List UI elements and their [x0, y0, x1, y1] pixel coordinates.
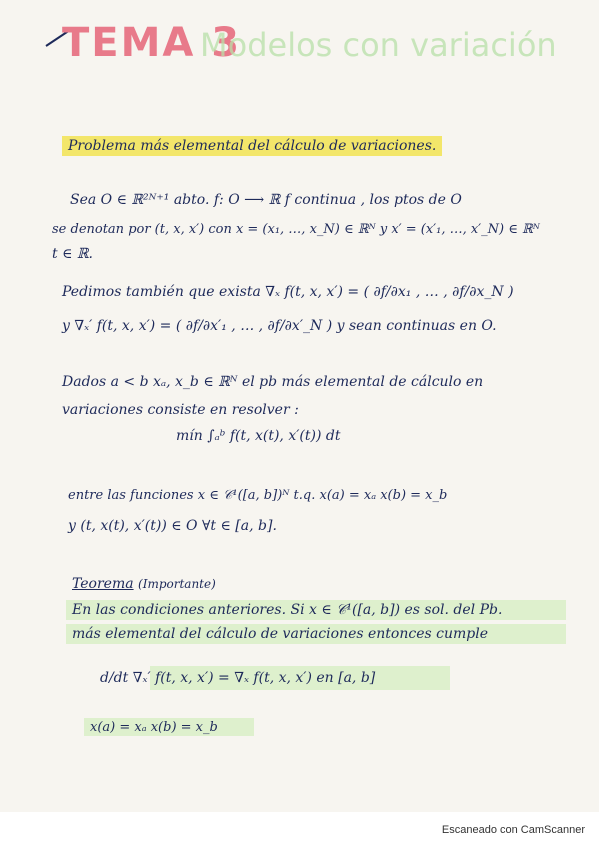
theorem-note: (Importante) [138, 577, 216, 591]
theorem-line-2: más elemental del cálculo de variaciones entonces cumple [72, 626, 488, 642]
paragraph-1-line-2: se denotan por (t, x, x′) con x = (x₁, …, x_N) ∈ ℝᴺ y x′ = (x′₁, …, x′_N) ∈ ℝᴺ [52, 222, 540, 237]
minimization-formula: mín ∫ₐᵇ f(t, x(t), x′(t)) dt [176, 428, 341, 444]
title-subtitle: Modelos con variación [200, 26, 557, 64]
theorem-heading [72, 576, 216, 592]
theorem-label: Teorema [72, 576, 134, 592]
paragraph-4-line-1: entre las funciones x ∈ 𝒞¹([a, b])ᴺ t.q. x(a) = xₐ x(b) = x_b [68, 488, 448, 503]
paragraph-2-line-2: y ∇ₓ′ f(t, x, x′) = ( ∂f/∂x′₁ , … , ∂f/∂x′_N ) y sean continuas en O. [62, 318, 497, 334]
boundary-conditions: x(a) = xₐ x(b) = x_b [90, 720, 218, 735]
title-tema: TEMA 3 [62, 20, 242, 66]
euler-lagrange-equation: d/dt ∇ₓ′ f(t, x, x′) = ∇ₓ f(t, x, x′) en [a, b] [100, 670, 376, 686]
paragraph-1-line-3: t ∈ ℝ. [52, 246, 93, 262]
scanner-watermark: Escaneado con CamScanner [441, 824, 585, 836]
paragraph-4-line-2: y (t, x(t), x′(t)) ∈ O ∀t ∈ [a, b]. [68, 518, 277, 534]
page-title [50, 16, 570, 68]
paragraph-1-line-1: Sea O ∈ ℝ²ᴺ⁺¹ abto. f: O ⟶ ℝ f continua , los ptos de O [70, 192, 462, 208]
section-heading: Problema más elemental del cálculo de variaciones. [62, 138, 442, 154]
paragraph-2-line-1: Pedimos también que exista ∇ₓ f(t, x, x′) = ( ∂f/∂x₁ , … , ∂f/∂x_N ) [62, 284, 514, 300]
paragraph-3-line-2: variaciones consiste en resolver : [62, 402, 299, 418]
theorem-line-1: En las condiciones anteriores. Si x ∈ 𝒞¹([a, b]) es sol. del Pb. [72, 602, 503, 618]
paragraph-3-line-1: Dados a < b xₐ, x_b ∈ ℝᴺ el pb más elemental de cálculo en [62, 374, 484, 390]
